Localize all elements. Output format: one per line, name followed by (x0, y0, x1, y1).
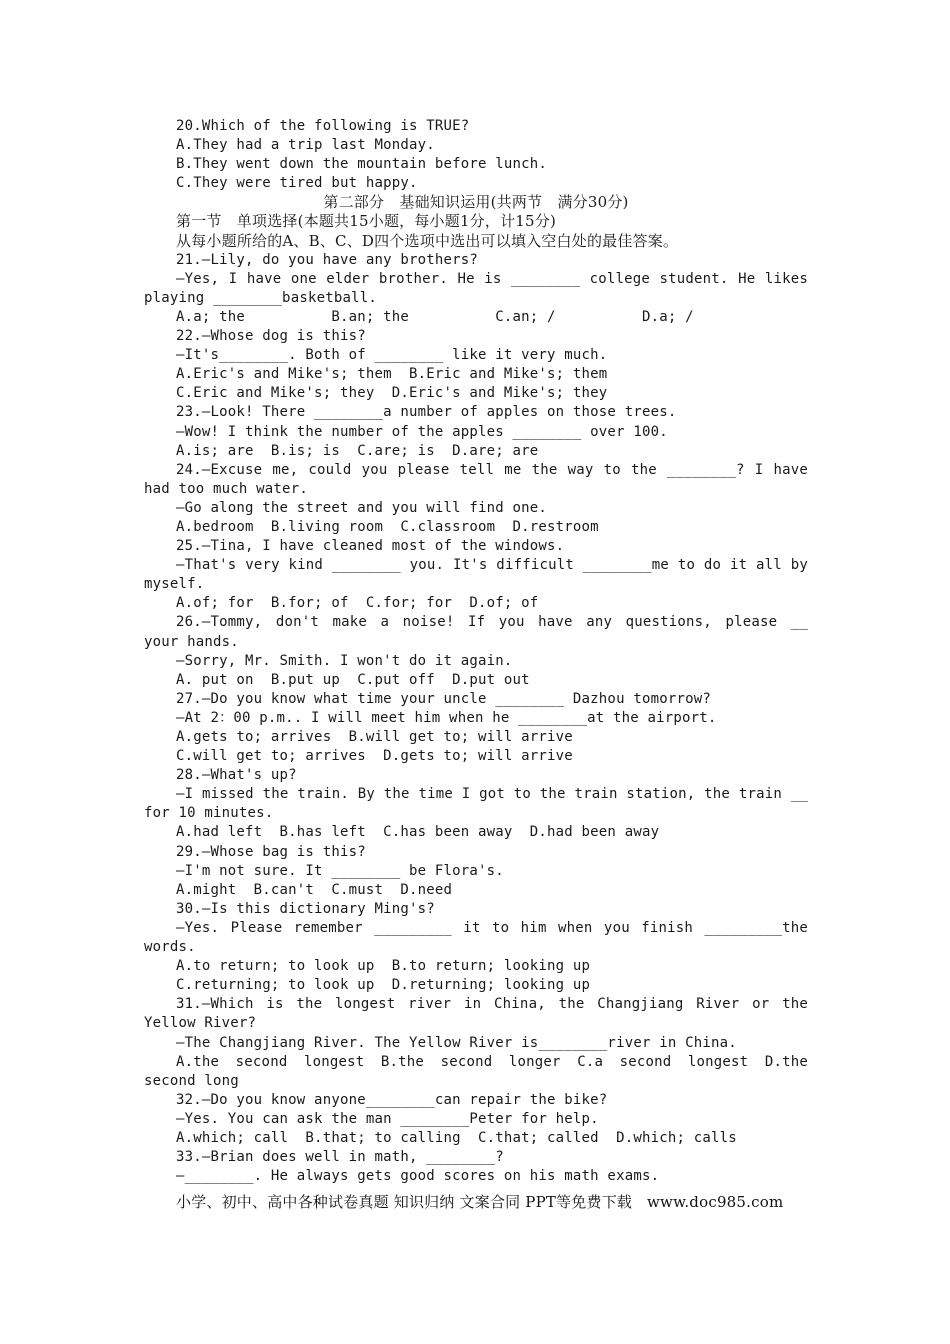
text-line: 22.—Whose dog is this? (176, 328, 366, 345)
text-line: A. put on B.put up C.put off D.put out (176, 671, 530, 688)
text-line: A.They had a trip last Monday. (176, 137, 435, 154)
text-line: 29.—Whose bag is this? (176, 843, 366, 860)
text-line: words. (144, 939, 196, 956)
text-line: second long (144, 1072, 239, 1089)
text-line: A.bedroom B.living room C.classroom D.restroom (176, 518, 599, 535)
text-line: A.a; the B.an; the C.an; / D.a; / (176, 308, 694, 325)
text-line: 从每小题所给的A、B、C、D四个选项中选出可以填入空白处的最佳答案。 (176, 231, 679, 250)
text-line: 20.Which of the following is TRUE? (176, 118, 470, 134)
text-line: —Yes. Please remember _________ it to him when you finish _________the (176, 919, 808, 936)
text-line: A.Eric's and Mike's; them B.Eric and Mike's; them (176, 366, 608, 383)
text-line: A.is; are B.is; is C.are; is D.are; are (176, 442, 539, 459)
text-line: A.of; for B.for; of C.for; for D.of; of (176, 595, 539, 612)
text-line: —The Changjiang River. The Yellow River is________river in China. (176, 1034, 737, 1051)
text-line: A.might B.can't C.must D.need (176, 881, 453, 898)
text-line: C.returning; to look up D.returning; looking up (176, 977, 591, 994)
text-line: Yellow River? (144, 1015, 257, 1032)
text-line: A.which; call B.that; to calling C.that; called D.which; calls (176, 1129, 737, 1146)
text-line: 25.—Tina, I have cleaned most of the windows. (176, 538, 565, 555)
text-line: —At 2：00 p.m.. I will meet him when he ________at the airport. (176, 709, 717, 726)
text-line: A.to return; to look up B.to return; looking up (176, 958, 591, 975)
text-line: 27.—Do you know what time your uncle ________ Dazhou tomorrow? (176, 690, 711, 707)
text-line: 31.—Which is the longest river in China, the Changjiang River or the (176, 996, 808, 1013)
text-line: —I missed the train. By the time I got to the train station, the train __ (176, 786, 808, 803)
text-line: —I'm not sure. It ________ be Flora's. (176, 862, 504, 879)
text-line: A.gets to; arrives B.will get to; will arrive (176, 729, 573, 745)
text-line: —Go along the street and you will find one. (176, 499, 548, 516)
text-line: C.They were tired but happy. (176, 175, 418, 192)
text-line: C.Eric and Mike's; they D.Eric's and Mike's; they (176, 385, 608, 402)
text-line: —That's very kind ________ you. It's difficult ________me to do it all by (176, 557, 808, 574)
text-line: 28.—What's up? (176, 767, 297, 784)
page-footer: 小学、初中、高中各种试卷真题 知识归纳 文案合同 PPT等免费下载 www.doc985.com (176, 1193, 784, 1211)
text-line: 32.—Do you know anyone________can repair the bike? (176, 1091, 608, 1108)
text-line: —Yes, I have one elder brother. He is ________ college student. He likes (176, 270, 808, 287)
text-line: 23.—Look! There ________a number of apples on those trees. (176, 404, 677, 421)
text-line: playing ________basketball. (144, 289, 377, 306)
exam-content (144, 117, 808, 1186)
text-line: —It's________. Both of ________ like it very much. (176, 347, 608, 364)
text-line: 26.—Tommy, don't make a noise! If you have any questions, please __ (176, 614, 808, 631)
text-line: —________. He always gets good scores on his math exams. (176, 1168, 660, 1185)
text-line: myself. (144, 576, 205, 593)
text-line: —Sorry, Mr. Smith. I won't do it again. (176, 652, 513, 669)
text-line: 第二部分 基础知识运用(共两节 满分30分) (323, 193, 629, 212)
text-line: 24.—Excuse me, could you please tell me the way to the ________? I have (176, 461, 808, 478)
text-line: C.will get to; arrives D.gets to; will arrive (176, 748, 573, 765)
text-line: 30.—Is this dictionary Ming's? (176, 900, 435, 917)
text-line: A.the second longest B.the second longer C.a second longest D.the (176, 1053, 808, 1070)
text-line: B.They went down the mountain before lunch. (176, 156, 548, 173)
text-line: your hands. (144, 633, 239, 650)
text-line: 33.—Brian does well in math, ________? (176, 1149, 504, 1166)
text-line: A.had left B.has left C.has been away D.had been away (176, 824, 660, 841)
text-line: for 10 minutes. (144, 805, 274, 822)
text-line: had too much water. (144, 480, 308, 497)
text-line: 21.—Lily, do you have any brothers? (176, 251, 479, 268)
text-line: —Yes. You can ask the man ________Peter for help. (176, 1110, 599, 1127)
text-line: —Wow! I think the number of the apples ________ over 100. (176, 423, 668, 440)
text-line: 第一节 单项选择(本题共15小题，每小题1分，计15分) (176, 212, 557, 231)
